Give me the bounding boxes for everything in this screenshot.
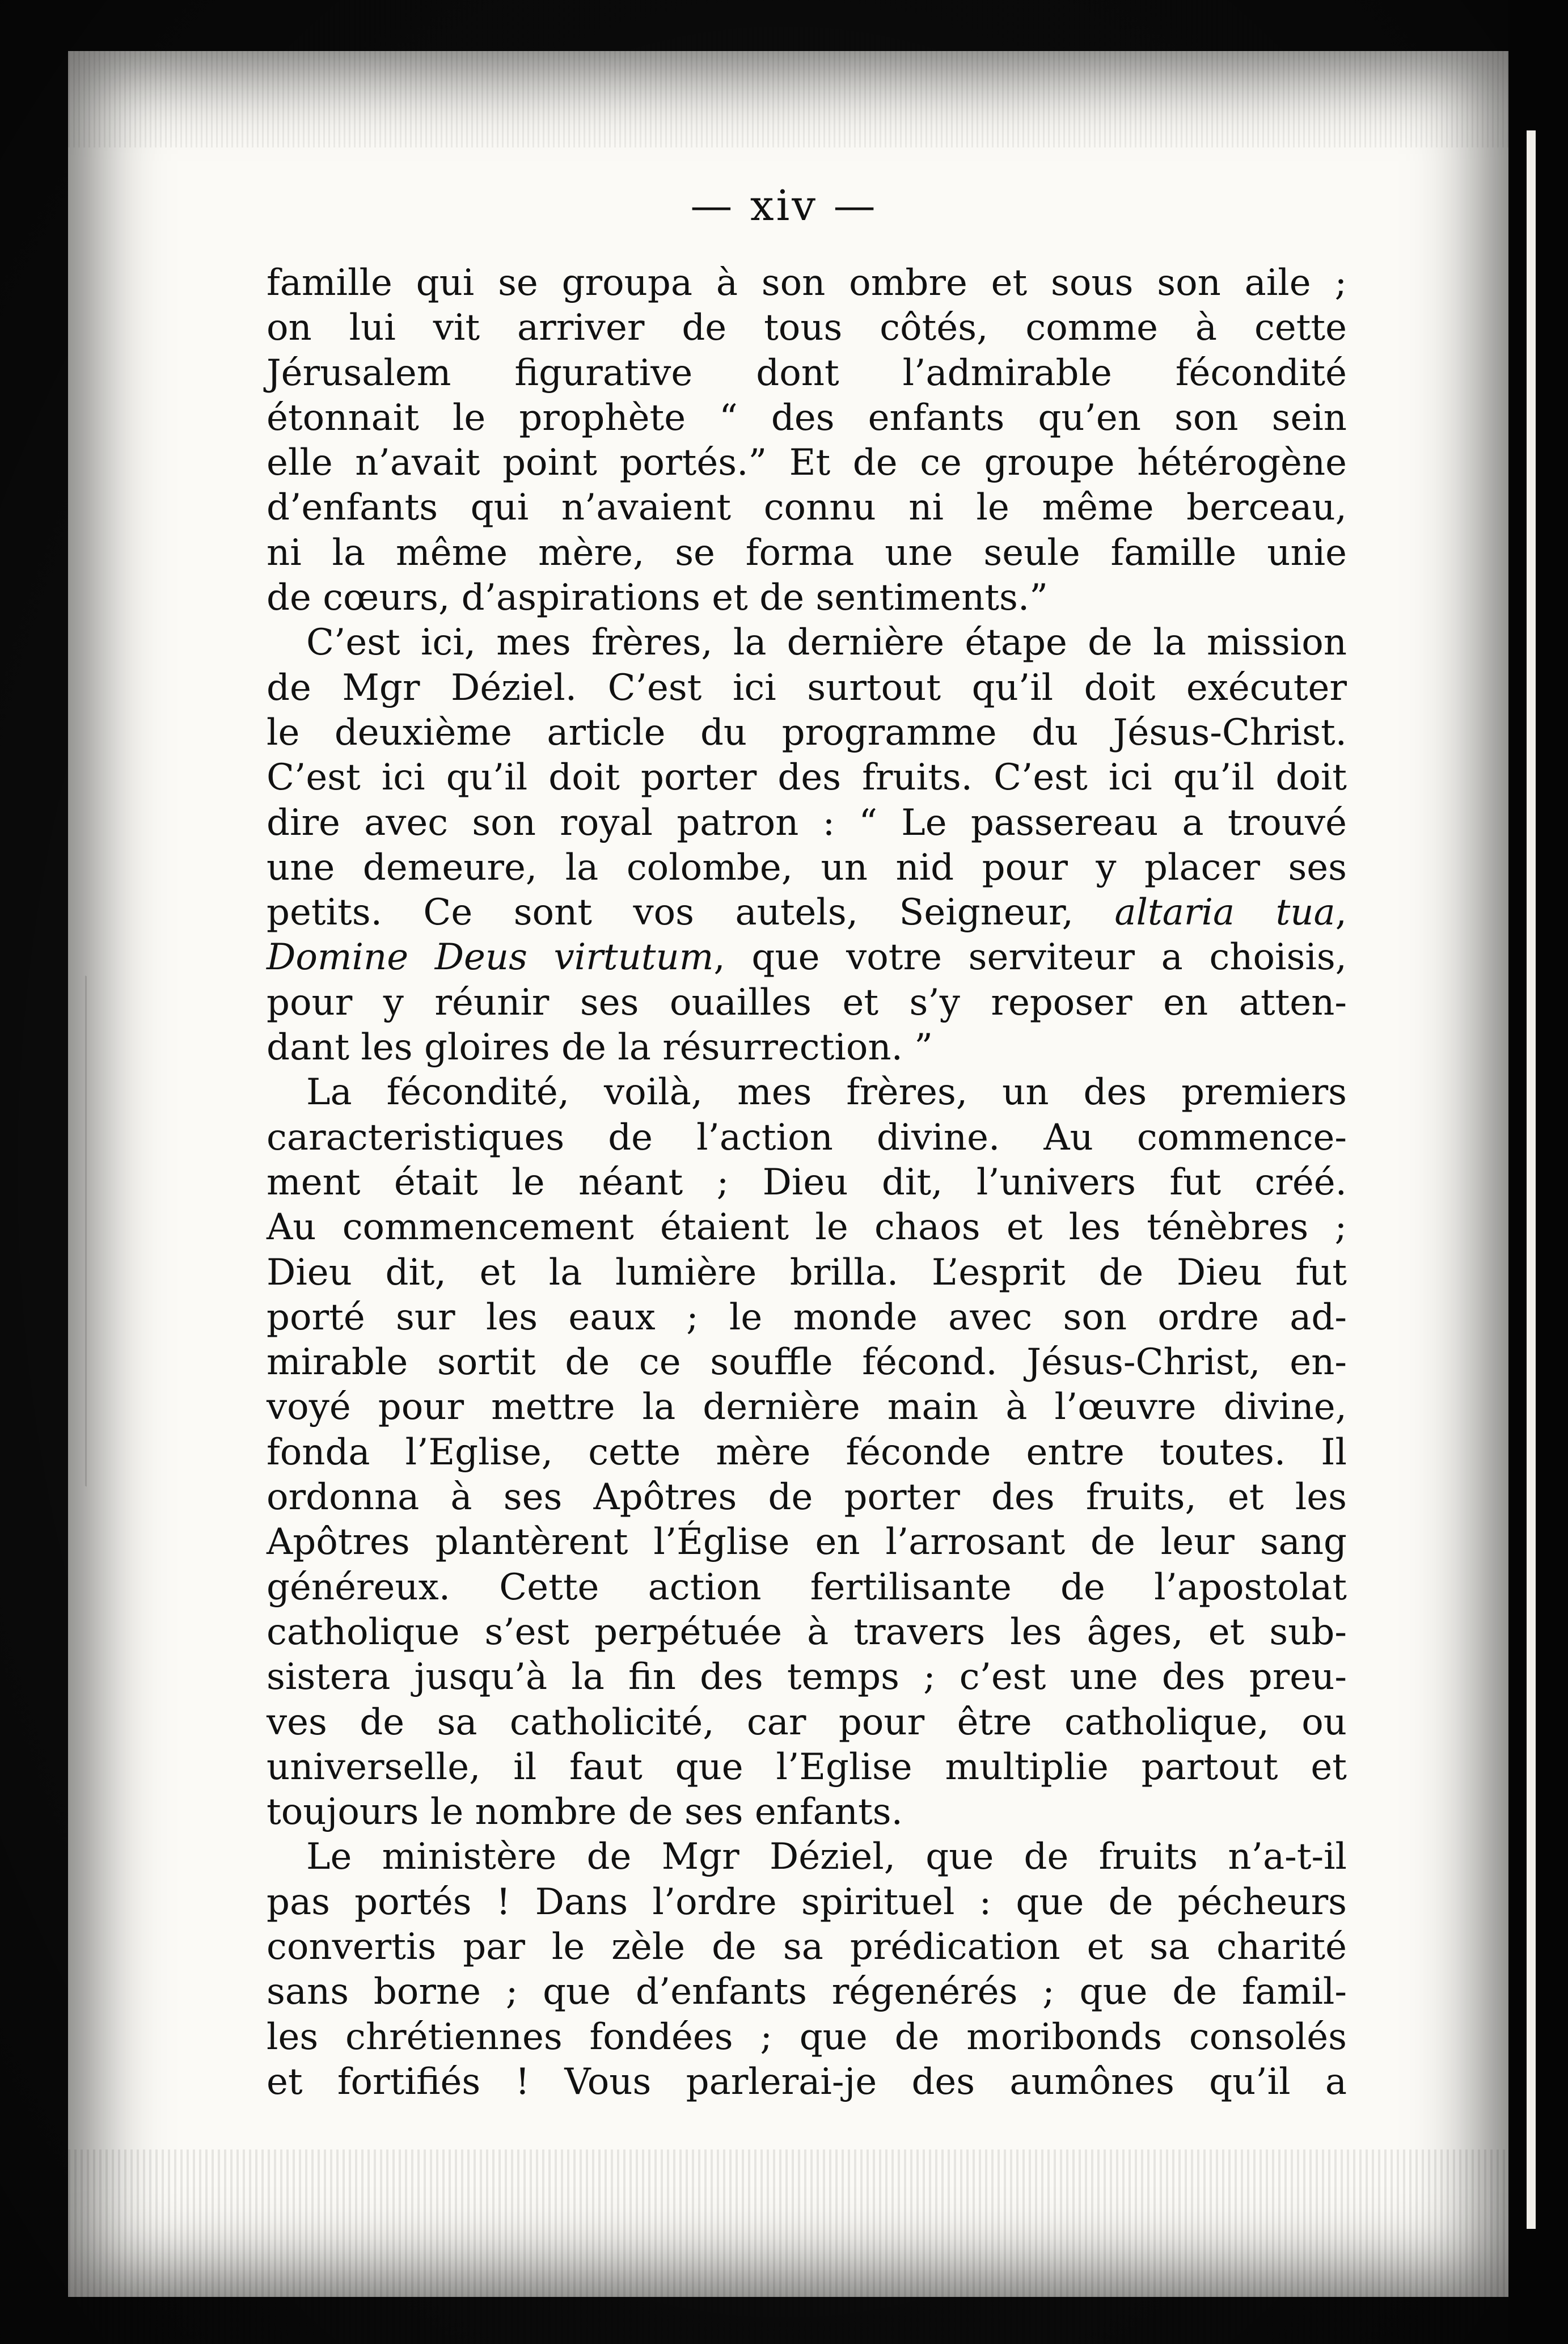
text-line: étonnait le prophète “ des enfants qu’en son sein xyxy=(267,396,1347,439)
text-line: catholique s’est perpétuée à travers les âges, et sub- xyxy=(267,1611,1347,1653)
text-line: fonda l’Eglise, cette mère féconde entre toutes. Il xyxy=(267,1431,1347,1473)
text-line: elle n’avait point portés.” Et de ce groupe hétérogène xyxy=(267,442,1347,484)
text-line: toujours le nombre de ses enfants. xyxy=(267,1791,903,1834)
text-line: Au commencement étaient le chaos et les ténèbres ; xyxy=(267,1206,1347,1249)
text-line: famille qui se groupa à son ombre et sous son aile ; xyxy=(267,262,1347,304)
scan-noise-bottom xyxy=(68,2149,1508,2344)
text-line: Jérusalem figurative dont l’admirable fécondité xyxy=(267,352,1347,394)
text-line: une demeure, la colombe, un nid pour y placer ses xyxy=(267,846,1347,889)
text-line: Le ministère de Mgr Déziel, que de fruits n’a-t-il xyxy=(306,1836,1347,1878)
text-line: dire avec son royal patron : “ Le passereau a trouvé xyxy=(267,801,1347,844)
text-line: de cœurs, d’aspirations et de sentiments.” xyxy=(267,577,1048,619)
text-line: ni la même mère, se forma une seule famille unie xyxy=(267,531,1347,574)
text-line: voyé pour mettre la dernière main à l’œuvre divine, xyxy=(267,1386,1347,1429)
text-line: La fécondité, voilà, mes frères, un des premiers xyxy=(306,1071,1347,1114)
text-line: universelle, il faut que l’Eglise multiplie partout et xyxy=(267,1746,1347,1788)
text-line: pas portés ! Dans l’ordre spirituel : que de pécheurs xyxy=(267,1881,1347,1923)
text-line: dant les gloires de la résurrection. ” xyxy=(267,1027,933,1069)
page-edge-shadow xyxy=(1508,0,1568,2344)
text-line: le deuxième article du programme du Jésus-Christ. xyxy=(267,711,1347,754)
pencil-stroke xyxy=(85,975,280,1577)
next-page-edge xyxy=(1527,130,1536,2229)
text-line: mirable sortit de ce souffle fécond. Jésus-Christ, en- xyxy=(267,1341,1347,1384)
text-line: ordonna à ses Apôtres de porter des fruits, et les xyxy=(267,1476,1347,1519)
text-line: les chrétiennes fondées ; que de moribonds consolés xyxy=(267,2016,1347,2058)
text-line: Apôtres plantèrent l’Église en l’arrosant de leur sang xyxy=(267,1521,1347,1564)
text-line: convertis par le zèle de sa prédication et sa charité xyxy=(267,1925,1347,1968)
text-line: petits. Ce sont vos autels, Seigneur, altaria tua, xyxy=(267,892,1347,934)
text-line: sistera jusqu’à la fin des temps ; c’est une des preu- xyxy=(267,1656,1347,1699)
body-text xyxy=(267,261,1347,2105)
text-line: C’est ici qu’il doit porter des fruits. C’est ici qu’il doit xyxy=(267,757,1347,799)
scan-noise-top xyxy=(68,0,1508,147)
text-line: de Mgr Déziel. C’est ici surtout qu’il doit exécuter xyxy=(267,666,1347,709)
text-line: caracteristiques de l’action divine. Au commence- xyxy=(267,1116,1347,1159)
text-line: ment était le néant ; Dieu dit, l’univers fut créé. xyxy=(267,1161,1347,1203)
text-line: ves de sa catholicité, car pour être catholique, ou xyxy=(267,1701,1347,1743)
text-line: d’enfants qui n’avaient connu ni le même berceau, xyxy=(267,487,1347,529)
text-line: Dieu dit, et la lumière brilla. L’esprit de Dieu fut xyxy=(267,1251,1347,1294)
text-line: sans borne ; que d’enfants régenérés ; que de famil- xyxy=(267,1971,1347,2013)
page-number: — xiv — xyxy=(690,181,878,230)
text-line: pour y réunir ses ouailles et s’y reposer en atten- xyxy=(267,981,1347,1024)
text-line: généreux. Cette action fertilisante de l’apostolat xyxy=(267,1566,1347,1608)
text-line: Domine Deus virtutum, que votre serviteur a choisis, xyxy=(267,936,1347,979)
text-line: C’est ici, mes frères, la dernière étape de la mission xyxy=(306,622,1347,664)
text-line: et fortifiés ! Vous parlerai-je des aumônes qu’il a xyxy=(267,2060,1347,2103)
text-line: porté sur les eaux ; le monde avec son ordre ad- xyxy=(267,1296,1347,1338)
text-line: on lui vit arriver de tous côtés, comme à cette xyxy=(267,307,1347,349)
